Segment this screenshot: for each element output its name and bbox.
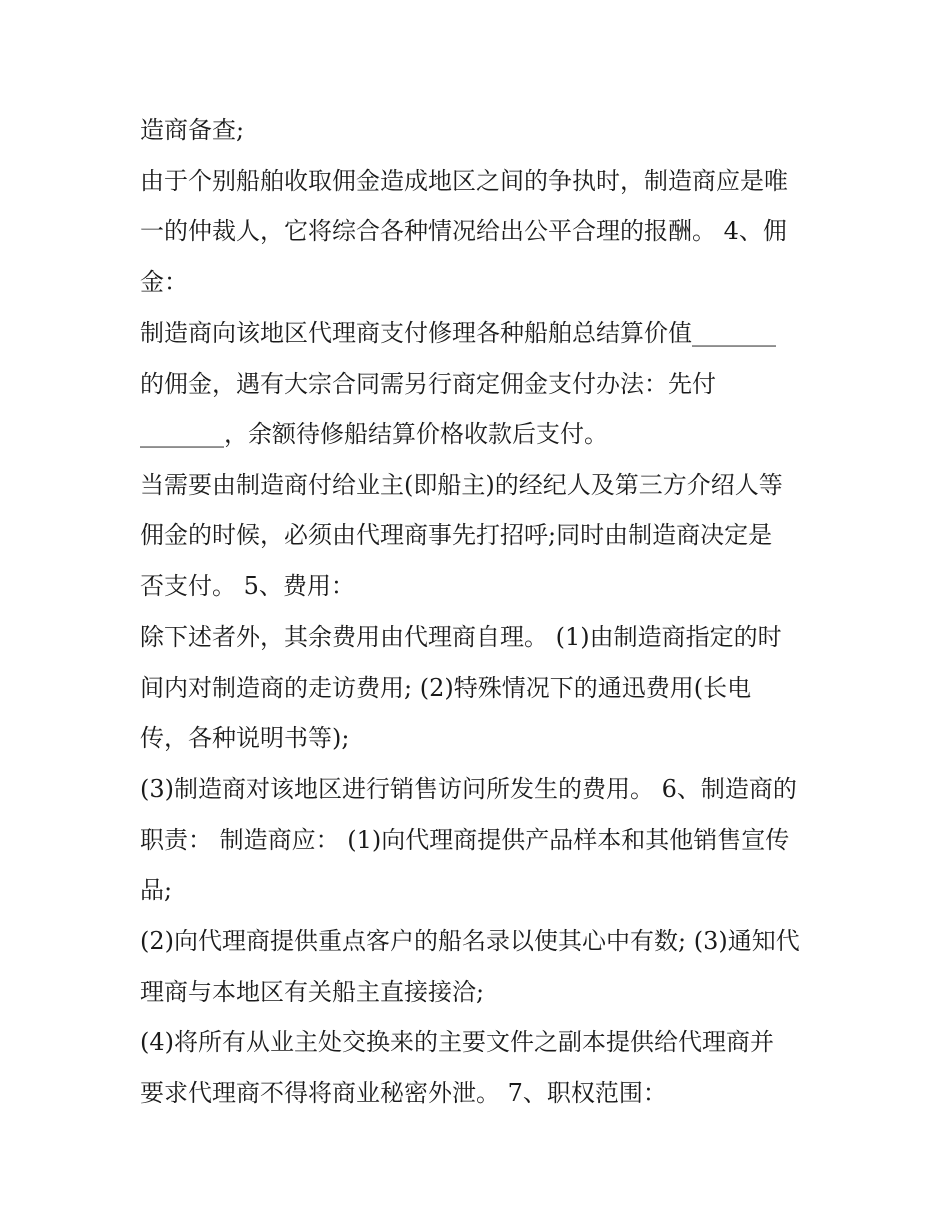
text-line: 制造商向该地区代理商支付修理各种船舶总结算价值_______ — [140, 319, 776, 347]
text-line: (4)将所有从业主处交换来的主要文件之副本提供给代理商并 — [140, 1028, 774, 1056]
text-line: 传，各种说明书等); — [140, 724, 350, 752]
text-line: 要求代理商不得将商业秘密外泄。 7、职权范围： — [140, 1079, 667, 1107]
text-line: 由于个别船舶收取佣金造成地区之间的争执时，制造商应是唯 — [140, 167, 788, 195]
text-line: 当需要由制造商付给业主(即船主)的经纪人及第三方介绍人等 — [140, 471, 783, 499]
text-line: 理商与本地区有关船主直接接洽; — [140, 978, 485, 1006]
text-line: _______，余额待修船结算价格收款后支付。 — [140, 420, 608, 448]
text-line: (2)向代理商提供重点客户的船名录以使其心中有数; (3)通知代 — [140, 927, 800, 955]
text-line: 除下述者外，其余费用由代理商自理。 (1)由制造商指定的时 — [140, 623, 782, 651]
text-line: 职责： 制造商应： (1)向代理商提供产品样本和其他销售宣传 — [140, 826, 790, 854]
text-line: 间内对制造商的走访费用; (2)特殊情况下的通迅费用(长电 — [140, 674, 752, 702]
text-line: 的佣金，遇有大宗合同需另行商定佣金支付办法：先付 — [140, 370, 716, 398]
text-line: 否支付。 5、费用： — [140, 572, 355, 600]
text-line: 一的仲裁人，它将综合各种情况给出公平合理的报酬。 4、佣 — [140, 217, 787, 245]
text-line: (3)制造商对该地区进行销售访问所发生的费用。 6、制造商的 — [140, 775, 797, 803]
text-line: 品; — [140, 876, 173, 904]
text-line: 金： — [140, 268, 188, 296]
text-line: 佣金的时候，必须由代理商事先打招呼;同时由制造商决定是 — [140, 521, 773, 549]
text-line: 造商备查; — [140, 116, 245, 144]
